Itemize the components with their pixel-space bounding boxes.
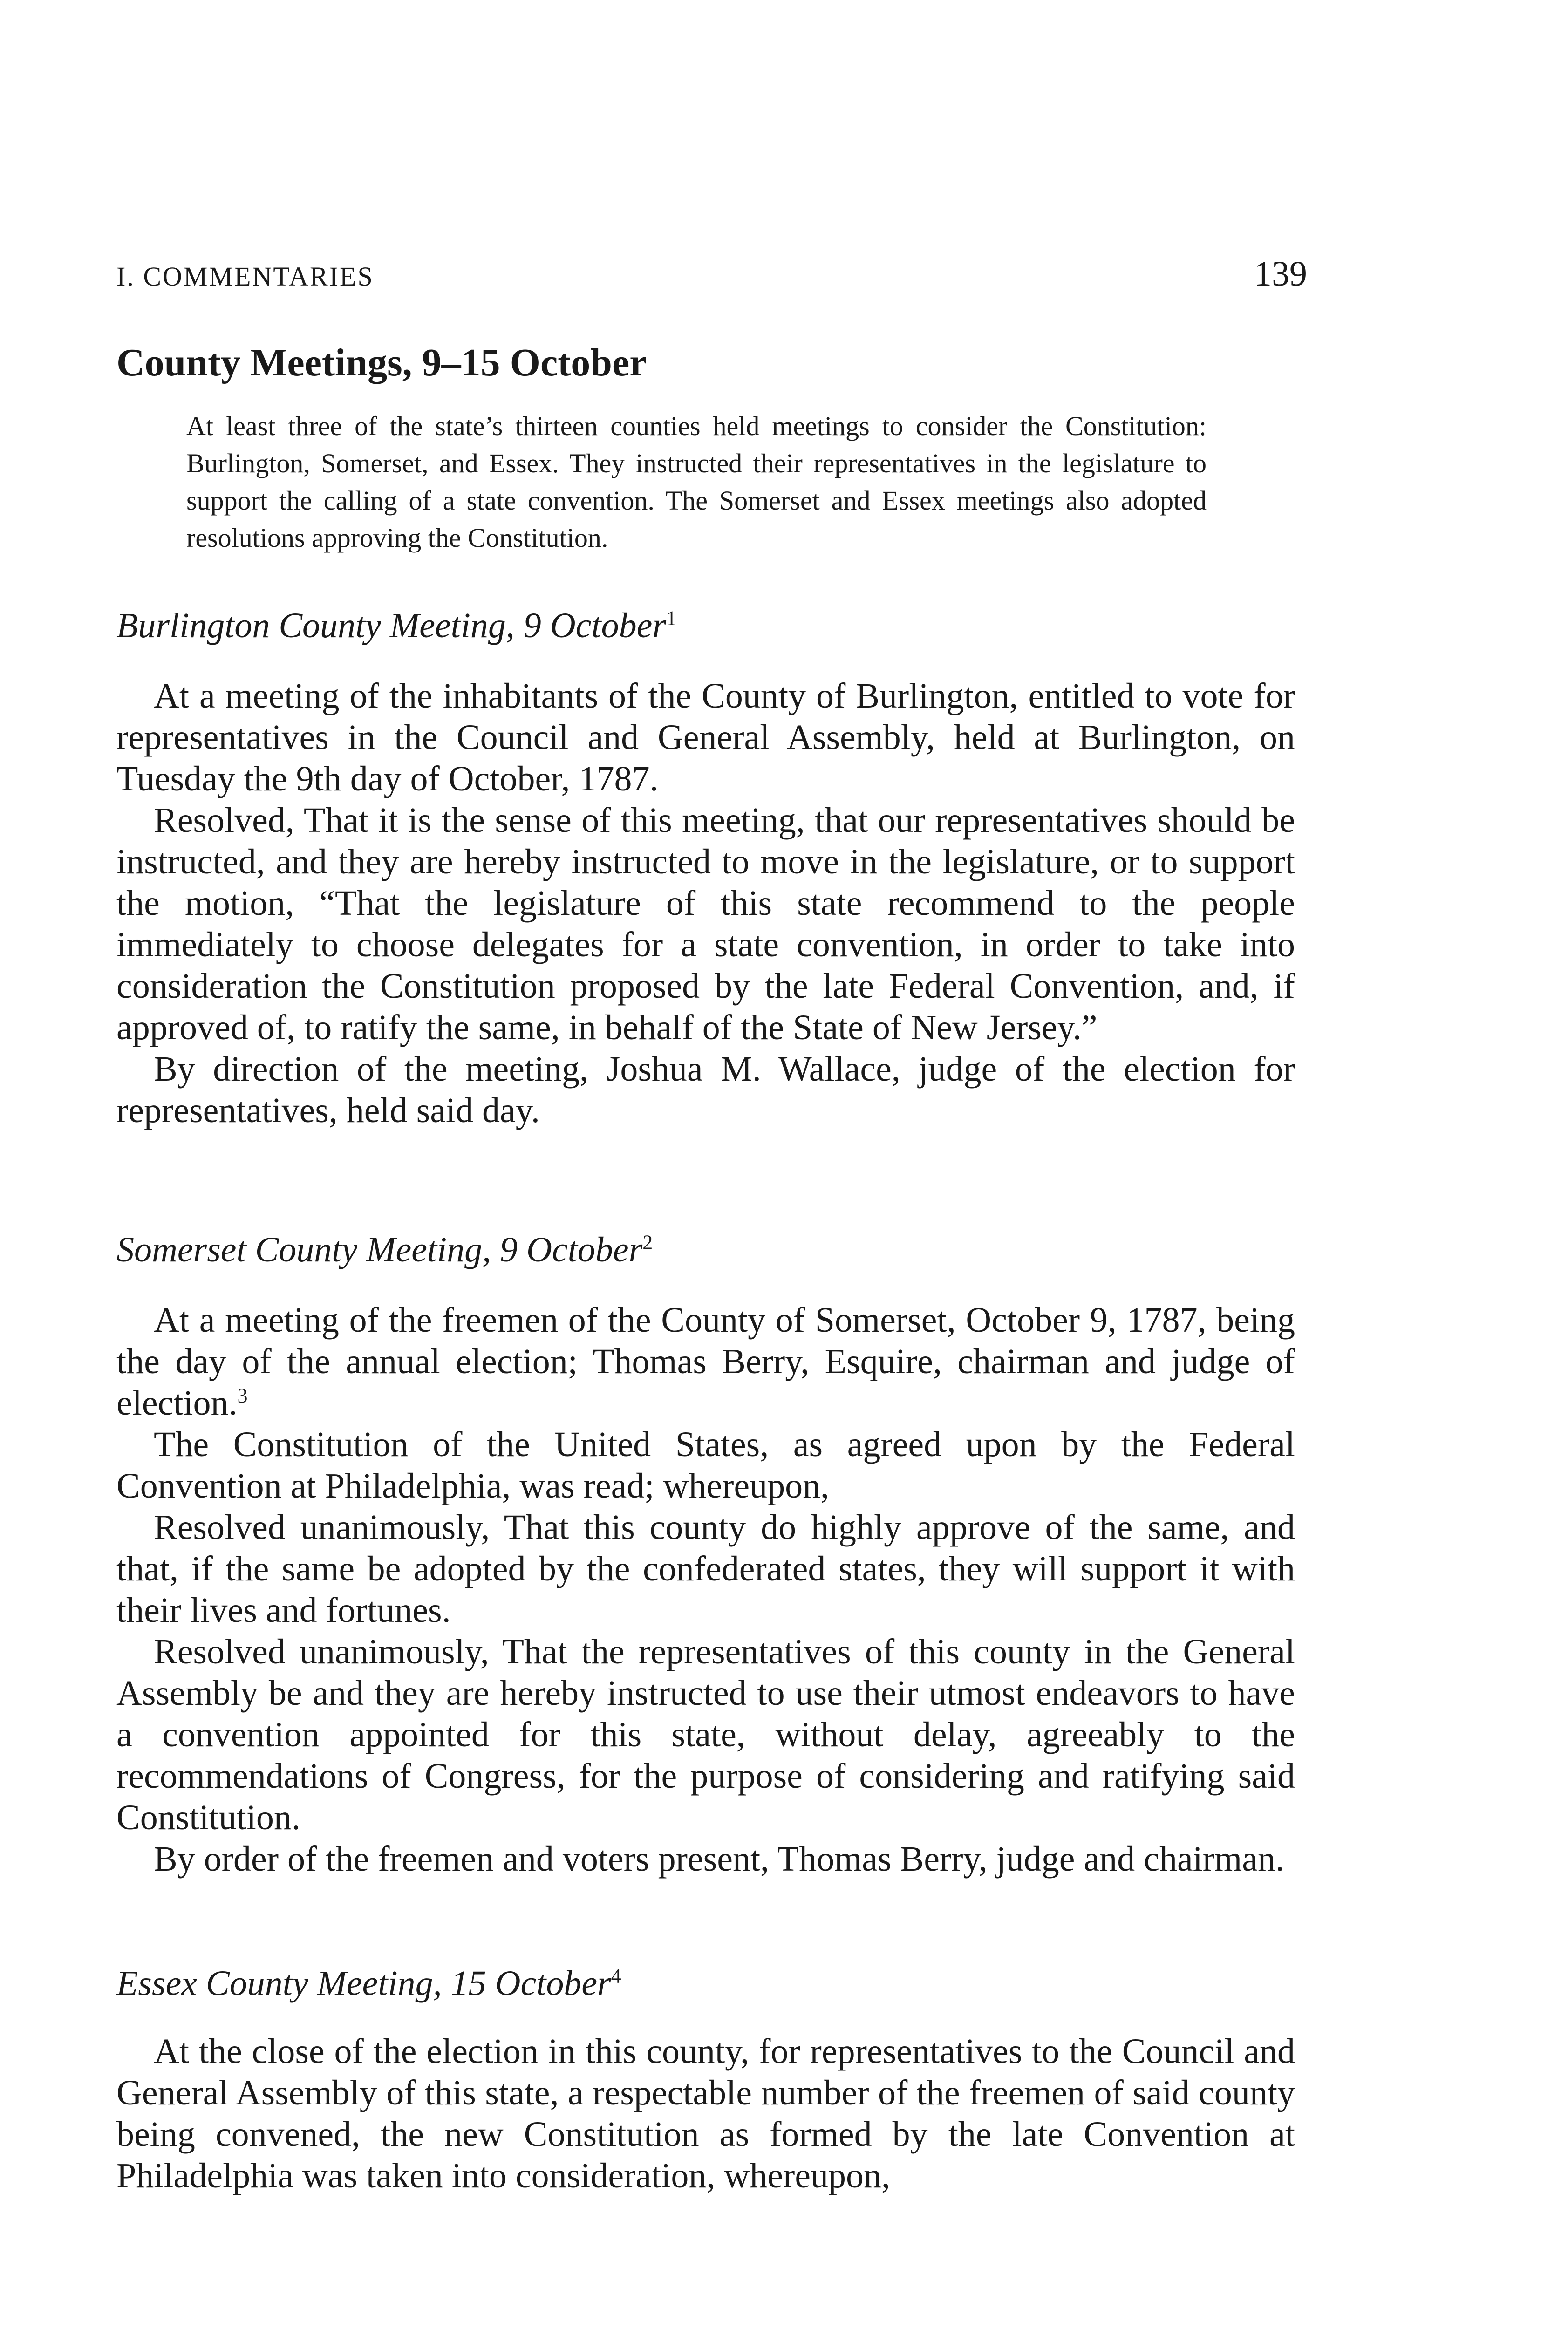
section-intro: At least three of the state’s thirteen counties held meetings to consider the Constitution: Burlington, Somerset, and Essex. They instructed their representatives in the legislature to support the calling of a state convention. The Somerset and Essex meetings also adopted resolutions approving the Constitution. bbox=[186, 411, 1207, 553]
footnote-ref-2: 2 bbox=[642, 1231, 653, 1254]
paragraph: By order of the freemen and voters present, Thomas Berry, judge and chairman. bbox=[154, 1839, 1284, 1879]
paragraph: Resolved unanimously, That this county do highly approve of the same, and that, if the same be adopted by the confederated states, they will support it with their lives and fortunes. bbox=[116, 1508, 1295, 1630]
paragraph: Resolved unanimously, That the representatives of this county in the General Assembly be and they are hereby instructed to use their utmost endeavors to have a convention appointed for this state, without delay, agreeably to the recommendations of Congress, for the purpose of considering and ratifying said Constitution. bbox=[116, 1632, 1295, 1837]
footnote-ref-3: 3 bbox=[237, 1384, 248, 1407]
burlington-heading-text: Burlington County Meeting, 9 October bbox=[116, 606, 666, 645]
footnote-ref-4: 4 bbox=[611, 1964, 621, 1988]
paragraph: At the close of the election in this county, for representatives to the Council and General Assembly of this state, a respectable number of the freemen of said county being convened, the new Constitution as formed by the late Convention at Philadelphia was taken into consideration, whereupon, bbox=[116, 2032, 1295, 2195]
paragraph: By direction of the meeting, Joshua M. Wallace, judge of the election for representatives, held said day. bbox=[116, 1049, 1295, 1130]
paragraph-text: At a meeting of the freemen of the County of Somerset, October 9, 1787, being the day of the annual election; Thomas Berry, Esquire, chairman and judge of election. bbox=[116, 1301, 1295, 1423]
paragraph: Resolved, That it is the sense of this meeting, that our representatives should be instructed, and they are hereby instructed to move in the legislature, or to support the motion, “That the legislature of this state recommend to the people immediately to choose delegates for a state convention, in order to take into consideration the Constitution proposed by the late Federal Convention, and, if approved of, to ratify the same, in behalf of the State of New Jersey.” bbox=[116, 801, 1295, 1047]
somerset-heading-text: Somerset County Meeting, 9 October bbox=[116, 1230, 643, 1269]
essex-heading-text: Essex County Meeting, 15 October bbox=[116, 1964, 611, 2003]
paragraph bbox=[116, 1300, 1295, 1424]
essex-heading bbox=[116, 1963, 621, 2004]
burlington-text bbox=[116, 675, 1295, 1131]
section-title: County Meetings, 9–15 October bbox=[116, 341, 647, 384]
somerset-heading bbox=[116, 1230, 653, 1270]
essex-text bbox=[116, 2031, 1295, 2197]
burlington-heading bbox=[116, 606, 676, 646]
somerset-text bbox=[116, 1300, 1295, 1880]
footnote-ref-1: 1 bbox=[666, 606, 676, 630]
paragraph: The Constitution of the United States, as agreed upon by the Federal Convention at Philadelphia, was read; whereupon, bbox=[116, 1425, 1295, 1505]
page-number: 139 bbox=[1254, 254, 1307, 293]
running-head: I. COMMENTARIES bbox=[116, 261, 374, 292]
paragraph: At a meeting of the inhabitants of the County of Burlington, entitled to vote for representatives in the Council and General Assembly, held at Burlington, on Tuesday the 9th day of October, 1787. bbox=[116, 676, 1295, 798]
